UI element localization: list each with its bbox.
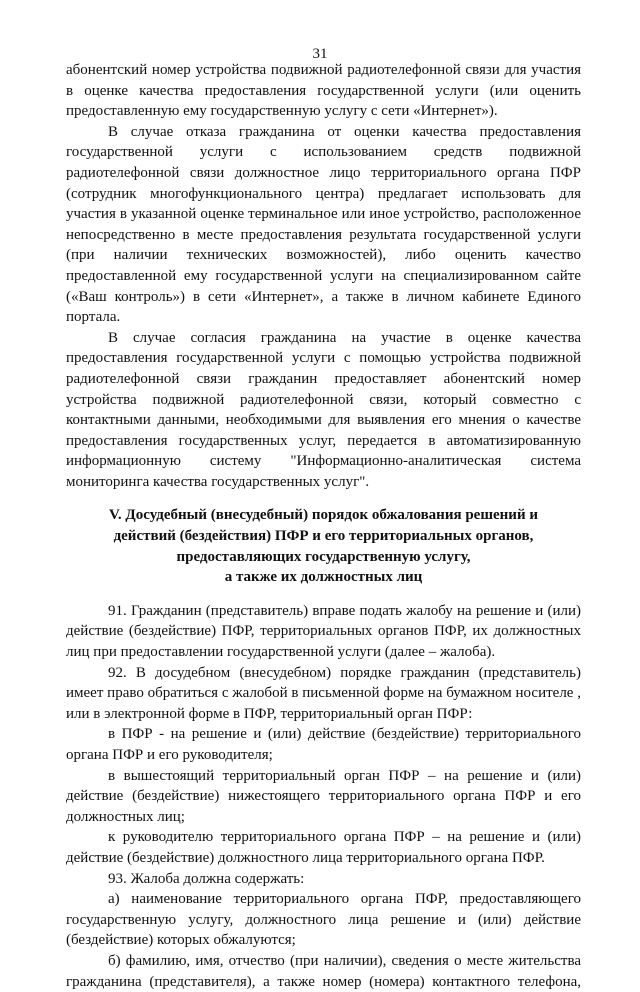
text-line: предоставленной ему государственной услуги на специализированном сайте — [66, 267, 581, 284]
text-line: действие (бездействие) должностного лица территориального органа ПФР. — [66, 849, 545, 866]
paragraph — [66, 122, 581, 328]
heading-line: предоставляющих государственную услугу, — [176, 548, 471, 565]
document-body — [66, 60, 581, 992]
text-line: б) фамилию, имя, отчество (при наличии), сведения о месте жительства — [108, 952, 581, 969]
text-line: абонентский номер устройства подвижной радиотелефонной связи для участия — [66, 62, 581, 78]
text-line: мониторинга качества государственных услуг". — [66, 473, 370, 490]
text-line: («Ваш контроль») в сети «Интернет», а также в личном кабинете Единого — [66, 288, 581, 305]
paragraph — [66, 889, 581, 951]
text-line: в вышестоящий территориальный орган ПФР – на решение и (или) — [108, 767, 581, 784]
paragraph — [66, 724, 581, 765]
text-line: контактными данными, необходимыми для выявления его мнения о качестве — [66, 412, 581, 429]
text-line: предоставления государственных услуг, передается в автоматизированную — [66, 432, 581, 449]
text-line: (бездействие) которых обжалуются; — [66, 932, 296, 949]
text-line: гражданина (представителя), а также номер (номера) контактного телефона, — [66, 973, 581, 990]
heading-line: V. Досудебный (внесудебный) порядок обжалования решений и — [109, 507, 538, 524]
text-line: информационную систему "Информационно-аналитическая система — [66, 453, 581, 470]
text-line: действие (бездействие) нижестоящего территориального органа ПФР и его — [66, 788, 581, 805]
text-line: В случае отказа гражданина от оценки качества предоставления — [108, 123, 581, 140]
text-line: 91. Гражданин (представитель) вправе подать жалобу на решение и (или) — [108, 602, 581, 619]
section-gap — [66, 492, 581, 505]
text-line: имеет право обратиться с жалобой в письменной форме на бумажном носителе , — [66, 685, 581, 702]
text-line: органа ПФР и его руководителя; — [66, 747, 273, 763]
paragraph — [66, 60, 581, 122]
text-line: или в электронной форме в ПФР, территориальный орган ПФР: — [66, 705, 473, 722]
text-line: портала. — [66, 309, 121, 326]
text-line: должностных лиц; — [66, 808, 185, 825]
heading-line: действий (бездействия) ПФР и его территориальных органов, — [113, 528, 534, 545]
text-line: действие (бездействие) ПФР, территориальных органов ПФР, их должностных — [66, 623, 581, 640]
text-line: непосредственно в месте предоставления результата государственной услуги — [66, 226, 581, 243]
text-line: к руководителю территориального органа ПФР – на решение и (или) — [108, 829, 581, 846]
paragraph — [66, 869, 581, 890]
paragraph — [66, 328, 581, 493]
section-heading — [66, 505, 581, 587]
text-line: участия в указанной оценке терминальное или иное устройство, расположенное — [66, 206, 581, 223]
text-line: предоставления государственной услуги с помощью устройства подвижной — [66, 350, 581, 367]
paragraph — [66, 951, 581, 992]
text-line: лиц при предоставлении государственной услуги (далее – жалоба). — [66, 644, 496, 661]
paragraph — [66, 663, 581, 725]
paragraph — [66, 827, 581, 868]
text-line: радиотелефонной связи должностное лицо территориального органа ПФР — [66, 164, 581, 181]
section-gap — [66, 588, 581, 601]
text-line: в ПФР - на решение и (или) действие (бездействие) территориального — [108, 726, 581, 743]
text-line: радиотелефонной связи гражданин предоставляет абонентский номер — [66, 370, 581, 387]
text-line: 93. Жалоба должна содержать: — [108, 870, 305, 887]
text-line: устройства подвижной радиотелефонной связи, который совместно с — [66, 391, 581, 408]
text-line: 92. В досудебном (внесудебном) порядке гражданин (представитель) — [108, 664, 581, 681]
text-line: в оценке качества предоставления государственной услуги (или оценить — [66, 82, 581, 99]
text-line: предоставленную ему государственную услугу с сети «Интернет»). — [66, 103, 498, 120]
text-line: а) наименование территориального органа ПФР, предоставляющего — [108, 891, 581, 908]
text-line: государственной услуги с использованием средств подвижной — [66, 144, 581, 161]
paragraph — [66, 601, 581, 663]
text-line: (сотрудник многофункционального центра) предлагает использовать для — [66, 185, 581, 202]
text-line: государственную услугу, должностного лица решение и (или) действие — [66, 911, 581, 928]
heading-line: а также их должностных лиц — [224, 569, 423, 586]
page-number: 31 — [312, 46, 328, 62]
text-line: В случае согласия гражданина на участие в оценке качества — [108, 329, 581, 346]
paragraph — [66, 766, 581, 828]
text-line: (при наличии технических возможностей), либо оценить качество — [66, 247, 581, 264]
